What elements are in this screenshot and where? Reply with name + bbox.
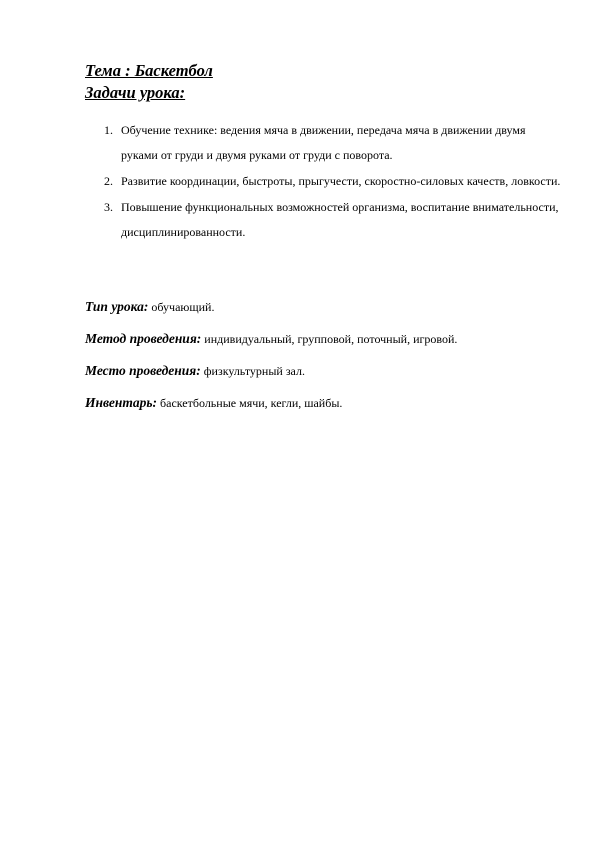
list-item-number: 3. [104,200,113,214]
place-line [85,363,305,379]
method-line [85,331,457,347]
place-value: физкультурный зал. [200,364,305,378]
tasks-heading: Задачи урока: [85,83,186,102]
topic-title: Тема : Баскетбол [85,61,213,80]
list-item-number: 1. [104,123,113,137]
place-label: Место проведения: [85,363,201,378]
equipment-value: баскетбольные мячи, кегли, шайбы. [157,396,343,410]
list-item [104,195,564,245]
method-label: Метод проведения: [85,331,202,346]
list-item-number: 2. [104,174,113,188]
equipment-line [85,395,342,411]
equipment-label: Инвентарь: [85,395,158,410]
task-list [104,118,564,246]
list-item-text: Повышение функциональных возможностей организма, воспитание внимательности, дисциплинированности. [121,200,559,239]
lesson-type-line [85,299,214,315]
list-item-text: Развитие координации, быстроты, прыгучести, скоростно-силовых качеств, ловкости. [121,174,561,188]
lesson-type-value: обучающий. [148,300,215,314]
lesson-type-label: Тип урока: [85,299,149,314]
list-item-text: Обучение технике: ведения мяча в движении, передача мяча в движении двумя руками от груди и двумя руками от груди с поворота. [121,123,526,162]
list-item [104,169,564,194]
list-item [104,118,564,168]
method-value: индивидуальный, групповой, поточный, игровой. [201,332,458,346]
